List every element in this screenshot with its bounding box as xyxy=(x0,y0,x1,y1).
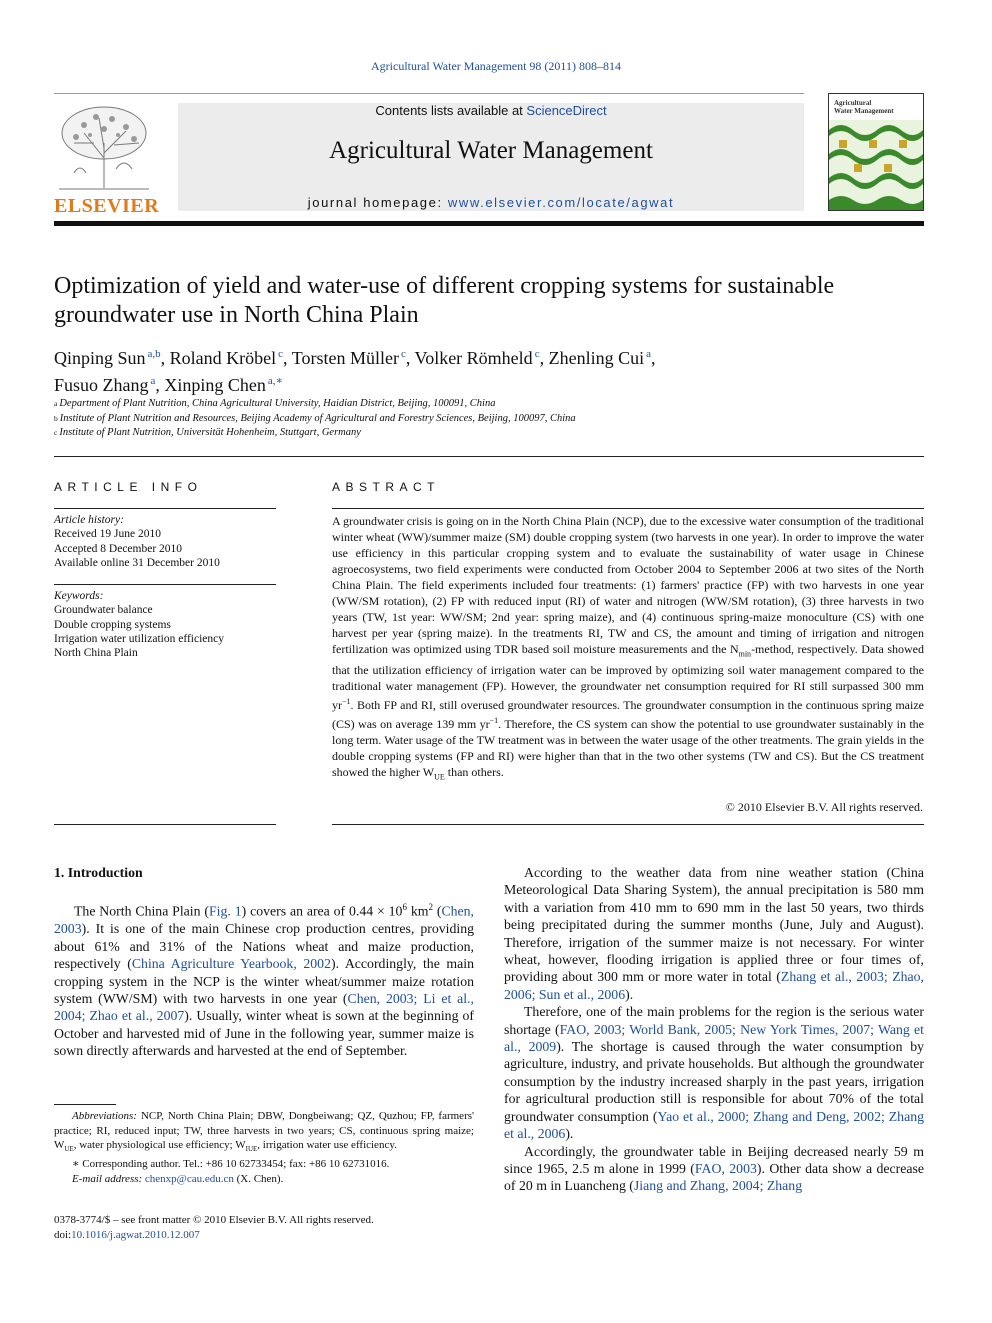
text-run: ). Other data show a decrease of 20 m in Luancheng ( xyxy=(504,1160,924,1194)
text-run: The North China Plain ( xyxy=(74,904,209,919)
homepage-prefix: journal homepage: xyxy=(307,195,448,210)
affiliation-item xyxy=(54,412,934,427)
text-run: ( xyxy=(432,904,442,919)
homepage-link[interactable]: www.elsevier.com/locate/agwat xyxy=(447,195,675,210)
author-name: Qinping Sun xyxy=(54,348,146,368)
history-received: Received 19 June 2010 xyxy=(54,528,161,541)
footnotes xyxy=(54,1109,474,1186)
citation-link[interactable]: Yao et al., 2000; Zhang and Deng, 2002; Zhang et al., 2006 xyxy=(504,1108,924,1142)
keywords-rule xyxy=(54,584,276,585)
affiliation-item xyxy=(54,426,934,441)
abstract-text xyxy=(332,513,924,786)
paragraph xyxy=(504,1003,924,1142)
author-name: Torsten Müller xyxy=(291,348,399,368)
abbreviations-label: Abbreviations: xyxy=(72,1110,137,1122)
superscript: 6 xyxy=(402,902,407,913)
abstract-bottom-rule xyxy=(332,824,924,825)
affiliation-rule xyxy=(54,456,924,457)
elsevier-wordmark: ELSEVIER xyxy=(54,195,160,217)
author-separator: , xyxy=(405,348,415,368)
abstract-superscript: −1 xyxy=(342,697,351,707)
journal-cover-thumbnail[interactable] xyxy=(828,93,924,211)
author-name: Xinping Chen xyxy=(164,375,266,395)
footnote-part: , irrigation water use efficiency. xyxy=(257,1139,397,1152)
text-run: ). It is one of the main Chinese crop production centres, providing about 61% and 31% of the Nations wheat and maize production, respectively ( xyxy=(54,921,474,972)
article-title: Optimization of yield and water-use of different cropping systems for sustainable groundwater use in North China Plain xyxy=(54,273,835,328)
author-separator: , xyxy=(160,348,170,368)
article-info-rule xyxy=(54,508,276,509)
history-online: Available online 31 December 2010 xyxy=(54,556,220,569)
affiliation-key: c xyxy=(54,428,58,438)
affiliations xyxy=(54,397,934,441)
citation-link[interactable]: Fig. 1 xyxy=(209,904,242,919)
footnote-part: NCP, North China Plain; DBW, Dongbeiwang; QZ, Quzhou; FP, farmers' practice; RI, reduced input; TW, three harvests in two years; CS, continuous spring maize; W xyxy=(54,1110,474,1152)
text-run: Therefore, one of the main problems for the region is the serious water shortage ( xyxy=(504,1004,924,1037)
footnote-subscript: UE xyxy=(64,1145,74,1154)
doi-line xyxy=(54,1228,474,1243)
author-name: Zhenling Cui xyxy=(548,348,645,368)
text-run: km xyxy=(406,904,429,919)
citation-link[interactable]: Jiang and Zhang, 2004; Zhang xyxy=(633,1178,803,1194)
text-run: ). xyxy=(565,1126,574,1142)
cover-pattern-icon xyxy=(829,120,923,210)
paragraph xyxy=(504,1143,924,1195)
abbreviations-footnote xyxy=(54,1109,474,1157)
author-affiliation-marker[interactable]: c xyxy=(400,348,406,360)
footnote-subscript: IUE xyxy=(245,1145,258,1154)
article-info-heading: ARTICLE INFO xyxy=(54,480,203,494)
issn-line: 0378-3774/$ – see front matter © 2010 Elsevier B.V. All rights reserved. xyxy=(54,1214,374,1226)
text-run: ). Usually, winter wheat is sown at the beginning of October and harvested mid of June in the following year, summer maize is sown directly afterwards and harvested at the end of September. xyxy=(54,1008,474,1059)
author-separator: , xyxy=(650,348,656,368)
affiliation-key: b xyxy=(54,413,58,423)
doi-prefix: doi: xyxy=(54,1229,72,1241)
text-run: ) covers an area of 0.44 × 10 xyxy=(241,904,403,919)
author-affiliation-marker[interactable]: c xyxy=(534,348,540,360)
author-affiliation-marker[interactable]: a,∗ xyxy=(267,375,283,387)
text-run: Accordingly, the groundwater table in Beijing decreased nearly 59 m since 1965, 2.5 m alone in 1999 ( xyxy=(504,1143,924,1176)
footnote-part: , water physiological use efficiency; W xyxy=(73,1139,246,1152)
paragraph xyxy=(504,864,924,1003)
body-column-left xyxy=(54,864,474,1060)
abstract-copyright: © 2010 Elsevier B.V. All rights reserved. xyxy=(725,800,923,814)
text-run: According to the weather data from nine weather station (China Meteorological Data Sharing System), the annual precipitation is 580 mm with a variation from 410 mm to 690 mm in the last 50 years, two thirds being precipitated during the summer months (June, July and August). Therefore, irrigation of the summer maize is not necessary. For winter wheat, however, flooding irrigation is applied three or four times of, providing about 300 mm or more water in total ( xyxy=(504,865,924,985)
journal-header-box xyxy=(178,103,804,211)
abstract-part: . Both FP and RI, still overused groundwater resources. The groundwater consumption in the continuous spring maize (CS) was on average 139 mm yr xyxy=(332,698,924,732)
email-suffix: (X. Chen). xyxy=(233,1172,284,1185)
paragraph xyxy=(54,899,474,1059)
author-affiliation-marker[interactable]: a,b xyxy=(147,348,161,360)
sciencedirect-link[interactable]: ScienceDirect xyxy=(526,103,607,118)
citation-link[interactable]: China Agriculture Yearbook, 2002 xyxy=(131,956,331,972)
abstract-part: -method, respectively. Data showed that the utilization efficiency of irrigation water can be improved by optimizing soil water management compared to the traditional water management (FP). However, the groundwater net consumption required for RI still surpassed 300 mm yr xyxy=(332,642,924,713)
author-list xyxy=(54,343,934,397)
author-affiliation-marker[interactable]: a xyxy=(150,375,156,387)
author-name: Volker Römheld xyxy=(414,348,533,368)
cover-title-line1: Agricultural xyxy=(834,99,872,107)
elsevier-tree-icon xyxy=(54,103,154,193)
abstract-subscript: min xyxy=(738,649,752,659)
email-link[interactable]: chenxp@cau.edu.cn xyxy=(144,1172,234,1185)
affiliation-key: a xyxy=(54,399,58,408)
author-separator: , xyxy=(155,375,165,395)
email-label: E-mail address: xyxy=(72,1172,145,1185)
contents-line xyxy=(178,103,804,118)
doi-link[interactable]: 10.1016/j.agwat.2010.12.007 xyxy=(71,1229,200,1241)
abstract-part: than others. xyxy=(444,765,504,780)
affiliation-text: Department of Plant Nutrition, China Agricultural University, Haidian District, Beijing, 100091, China xyxy=(59,398,496,409)
abstract-rule xyxy=(332,508,924,509)
keyword-item: North China Plain xyxy=(54,647,138,660)
body-column-right xyxy=(504,864,924,1195)
keyword-item: Irrigation water utilization efficiency xyxy=(54,632,224,645)
history-accepted: Accepted 8 December 2010 xyxy=(54,542,183,555)
abstract-superscript: −1 xyxy=(489,716,499,726)
text-run: ). Accordingly, the main cropping system in the NCP is the winter wheat/summer maize rotation system (WW/SM) with two harvests in one year ( xyxy=(54,956,474,1007)
keywords-block xyxy=(54,589,276,660)
journal-header xyxy=(54,93,924,227)
author-name: Roland Kröbel xyxy=(169,348,277,368)
footnote-rule xyxy=(54,1104,116,1105)
affiliation-text: Institute of Plant Nutrition, Universität Hohenheim, Stuttgart, Germany xyxy=(59,427,361,439)
keyword-item: Double cropping systems xyxy=(54,618,171,631)
superscript: 2 xyxy=(428,902,433,913)
affiliation-item xyxy=(54,397,934,412)
affiliation-text: Institute of Plant Nutrition and Resources, Beijing Academy of Agricultural and Forestry Sciences, Beijing, 100097, China xyxy=(59,412,576,424)
header-thick-rule xyxy=(54,221,924,226)
contents-prefix: Contents lists available at xyxy=(375,103,527,118)
author-name: Fusuo Zhang xyxy=(54,375,149,395)
text-run: ). xyxy=(625,986,634,1002)
keywords-label: Keywords: xyxy=(54,590,104,602)
author-separator: , xyxy=(539,348,549,368)
journal-title: Agricultural Water Management xyxy=(329,137,653,164)
article-info-bottom-rule xyxy=(54,824,276,825)
introduction-heading: 1. Introduction xyxy=(54,865,143,880)
cover-title-line2: Water Management xyxy=(834,107,894,115)
author-separator: , xyxy=(283,348,292,368)
abstract-part: A groundwater crisis is going on in the North China Plain (NCP), due to the excessive water consumption of the traditional winter wheat (WW)/summer maize (SM) double cropping system (two harvests in one year). In order to improve the water use efficiency in this particular cropping system and to evaluate the sustainability of water usage in Chinese agroecosystems, two field experiments were conducted from October 2004 to September 2006 at two sites of the North China Plain. The field experiments included four treatments: (1) farmers' practice (FP) with two harvests in one year (WW/SM rotation), (2) FP with reduced input (RI) of water and nitrogen (WW/SM rotation), (3) three harvests in two years (TW, 1st year: WW/SM; 2nd year: spring maize), and (4) continuous spring-maize monoculture (CS) with one harvest per year (spring maize). In the treatments RI, TW and CS, the amount and timing of irrigation and nitrogen fertilization was optimized using TDR based soil moisture measurements and the N xyxy=(332,514,924,656)
citation-link[interactable]: Chen, 2003 xyxy=(54,904,475,937)
citation-link[interactable]: Zhang et al., 2003; Zhao, 2006; Sun et al., 2006 xyxy=(504,969,924,1002)
header-top-rule xyxy=(54,93,804,94)
article-history xyxy=(54,513,276,570)
cover-title xyxy=(834,99,894,115)
elsevier-logo[interactable] xyxy=(54,103,160,217)
abstract-subscript: UE xyxy=(434,772,445,782)
abstract-part: . Therefore, the CS system can show the potential to use groundwater sustainably in the long term. Water usage of the TW treatment was in between the water usage of the other treatments. The grain yields in the double cropping systems (FP and RI) were higher than that in the two other systems (TW and CS). But the CS treatment showed the higher W xyxy=(332,717,925,780)
journal-citation[interactable]: Agricultural Water Management 98 (2011) 808–814 xyxy=(371,59,621,73)
keyword-item: Groundwater balance xyxy=(54,604,153,617)
abstract-heading: ABSTRACT xyxy=(332,480,441,494)
citation-link[interactable]: Chen, 2003; Li et al., 2004; Zhao et al., 2007 xyxy=(54,991,474,1024)
email-footnote xyxy=(54,1172,474,1187)
citation-link[interactable]: FAO, 2003 xyxy=(694,1160,757,1176)
issn-doi-block xyxy=(54,1213,474,1243)
author-affiliation-marker[interactable]: c xyxy=(278,348,284,360)
author-affiliation-marker[interactable]: a xyxy=(646,348,651,360)
citation-link[interactable]: FAO, 2003; World Bank, 2005; New York Times, 2007; Wang et al., 2009 xyxy=(504,1021,924,1055)
text-run: ). The shortage is caused through the water consumption by agriculture, industry, and private households. But although the groundwater consumption by the industry increased sharply in the past years, irrigation for agricultural production still is responsible for about 70% of the total groundwater consumption ( xyxy=(504,1039,924,1124)
homepage-line xyxy=(178,195,804,210)
corresponding-author-footnote: ∗ Corresponding author. Tel.: +86 10 62733454; fax: +86 10 62731016. xyxy=(72,1157,390,1170)
history-label: Article history: xyxy=(54,514,124,526)
